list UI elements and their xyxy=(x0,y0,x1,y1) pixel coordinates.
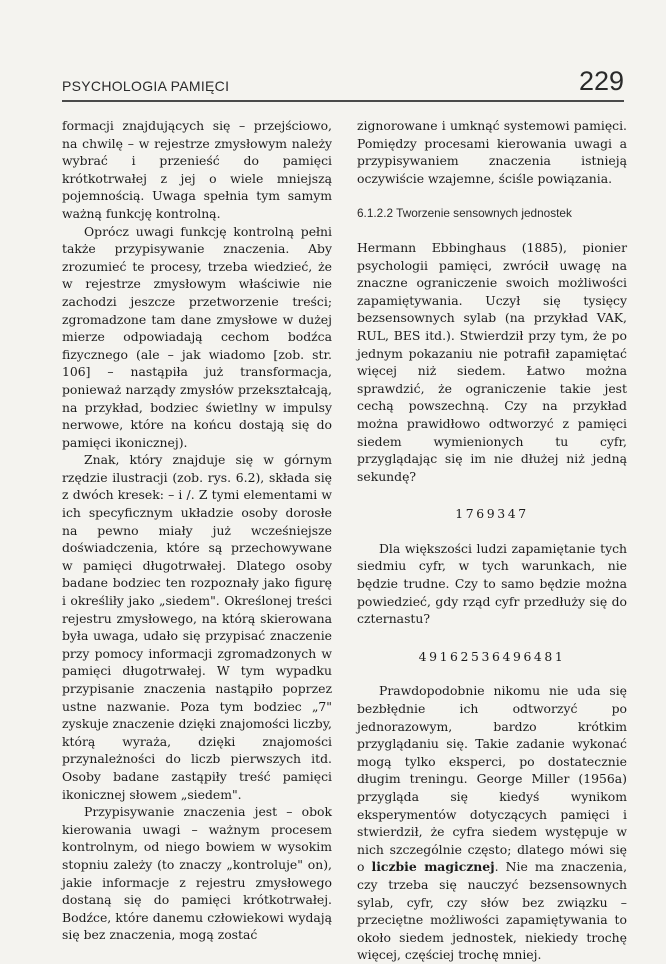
running-head: PSYCHOLOGIA PAMIĘCI xyxy=(62,78,230,94)
paragraph: Oprócz uwagi funkcję kontrolną pełni także przypisywanie znaczenia. Aby zrozumieć te procesy, trzeba wiedzieć, że w rejestrze zmysłowym właściwie nie zachodzi jeszcze przetworzenie treści; zgromadzone tam dane zmysłowe w dużej mierze odpowiadają cechom bodźca fizycznego (ale – jak wiadomo [zob. str. 106] – nastąpiła już transformacja, ponieważ narządy zmysłów przekształcają, na przykład, bodziec świetlny w impulsy nerwowe, które na końcu dostają się do pamięci ikonicznej). xyxy=(62,223,332,450)
paragraph-text: Prawdopodobnie nikomu nie uda się bezbłędnie ich odtworzyć po jednorazowym, bardzo krótkim przyglądaniu się. Takie zadanie wykonać mogą tylko eksperci, po dostatecznie długim treningu. George Miller (1956a) przygląda się kiedyś wynikom eksperymentów dotyczących pamięci i stwierdził, że cyfra siedem występuje w nich szczególnie często; dlatego mówi się o xyxy=(357,683,627,875)
paragraph xyxy=(357,682,627,964)
page-header xyxy=(62,66,624,100)
header-rule xyxy=(62,100,624,102)
right-column xyxy=(357,117,627,964)
digit-sequence-fourteen: 49162536496481 xyxy=(418,648,566,664)
paragraph: Znak, który znajduje się w górnym rzędzie ilustracji (zob. rys. 6.2), składa się z dwóch kresek: – i /. Z tymi elementami w ich specyficznym układzie osoby dorosłe na pewno miały już wcześniejsze doświadczenia, które są przechowywane w pamięci długotrwałej. Dlatego osoby badane bodziec ten rozpoznały jako figurę i określiły jako „siedem". Określonej treści rejestru zmysłowego, na którą skierowana była uwaga, udało się przypisać znaczenie przy pomocy informacji zgromadzonych w pamięci długotrwałej. W tym wypadku przypisanie znaczenia nastąpiło poprzez ustne nazwanie. Poza tym bodziec „7" zyskuje znaczenie dzięki znajomości liczby, którą wyraża, dzięki znajomości przynależności do liczb pierwszych itd. Osoby badane zastąpiły treść pamięci ikonicznej słowem „siedem". xyxy=(62,452,332,802)
paragraph: Hermann Ebbinghaus (1885), pionier psychologii pamięci, zwrócił uwagę na znaczne ograniczenie swoich możliwości zapamiętywania. Uczył się tysięcy bezsensownych sylab (na przykład VAK, RUL, BES itd.). Stwierdził przy tym, że po jednym pokazaniu nie potrafił zapamiętać więcej niż siedem. Łatwo można sprawdzić, że ograniczenie takie jest cechą powszechną. Czy na przykład można prawidłowo odtworzyć z pamięci siedem wymienionych tu cyfr, przyglądając się im nie dłużej niż jedną sekundę? xyxy=(357,239,627,484)
page-number: 229 xyxy=(578,66,624,96)
paragraph: Przypisywanie znaczenia jest – obok kierowania uwagi – ważnym procesem kontrolnym, od niego bowiem w wysokim stopniu zależy (to znaczy „kontroluje" on), jakie informacje z rejestru zmysłowego dostaną się do pamięci krótkotrwałej. Bodźce, które danemu człowiekowi wydają się bez znaczenia, mogą zostać xyxy=(62,804,332,943)
magic-number-term: liczbie magicznej xyxy=(371,859,495,875)
digit-sequence-seven: 1769347 xyxy=(455,506,529,522)
paragraph-text: . Nie ma znaczenia, czy trzeba się nauczyć bezsensownych sylab, cyfr, czy słów bez związku – przeciętne możliwości zapamiętywania to około siedem jednostek, niekiedy trochę więcej, częściej trochę mniej. xyxy=(357,859,628,963)
paragraph: Dla większości ludzi zapamiętanie tych siedmiu cyfr, w tych warunkach, nie będzie trudne. Czy to samo będzie można powiedzieć, gdy rząd cyfr przedłuży się do czternastu? xyxy=(357,540,627,627)
paragraph: zignorowane i umknąć systemowi pamięci. Pomiędzy procesami kierowania uwagi a przypisywaniem znaczenia istnieją oczywiście wzajemne, ściśle powiązania. xyxy=(357,118,627,186)
paragraph: formacji znajdujących się – przejściowo, na chwilę – w rejestrze zmysłowym należy wybrać i przenieść do pamięci krótkotrwałej z jej o wiele mniejszą pojemnością. Uwaga spełnia tym samym ważną funkcję kontrolną. xyxy=(62,118,332,221)
left-column xyxy=(62,117,332,944)
section-heading: 6.1.2.2 Tworzenie sensownych jednostek xyxy=(357,206,572,221)
